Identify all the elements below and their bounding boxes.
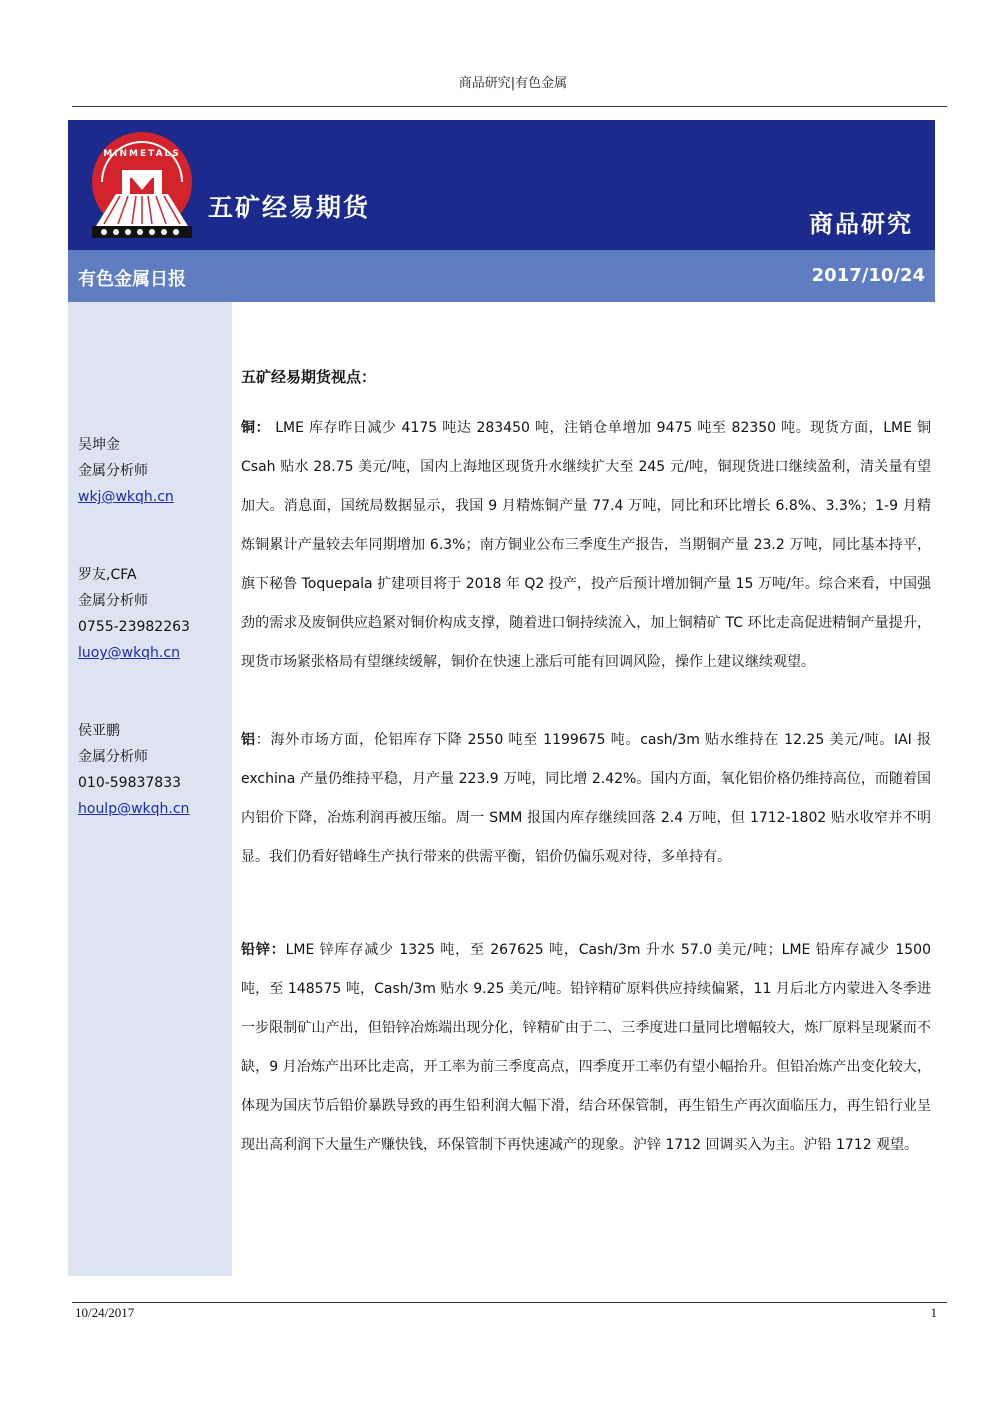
header-divider [72, 106, 947, 107]
analyst-title: 金属分析师 [78, 463, 148, 479]
analyst-card [78, 562, 190, 666]
analyst-title: 金属分析师 [78, 749, 148, 765]
analyst-name: 罗友,CFA [78, 567, 137, 583]
minmetals-logo [90, 130, 200, 240]
analyst-email-link[interactable]: wkj@wkqh.cn [78, 489, 174, 505]
svg-text:MINMETALS: MINMETALS [103, 149, 181, 159]
analyst-name: 吴坤金 [78, 437, 120, 453]
page-number: 1 [930, 1305, 937, 1320]
footer-divider [72, 1302, 947, 1303]
report-date: 2017/10/24 [811, 265, 925, 286]
viewpoint-heading: 五矿经易期货视点： [241, 368, 377, 386]
copper-text: LME 库存昨日减少 4175 吨达 283450 吨，注销仓单增加 9475 吨至 82350 吨。现货方面，LME 铜 Csah 贴水 28.75 美元/吨，国内上海地区现货升水继续扩大至 245 元/吨，铜现货进口继续盈利，清关量有望加大。消息面，国统局数据显示，我国 9 月精炼铜产量 77.4 万吨，同比和环比增长 6.8%、3.3%；1-9 月精炼铜累计产量较去年同期增加 6.3%；南方铜业公布三季度生产报告，当期铜产量 23.2 万吨，同比基本持平，旗下秘鲁 Toquepala 扩建项目将于 2018 年 Q2 投产，投产后预计增加铜产量 15 万吨/年。综合来看，中国强劲的需求及废铜供应趋紧对铜价构成支撑，随着进口铜持续流入，加上铜精矿 TC 环比走高促进精铜产量提升，现货市场紧张格局有望继续缓解，铜价在快速上涨后可能有回调风险，操作上建议继续观望。 [241, 420, 932, 670]
analyst-phone: 010-59837833 [78, 775, 182, 791]
analyst-card [78, 718, 189, 822]
aluminum-lead: 铝 [241, 732, 256, 748]
copper-lead: 铜： [241, 420, 271, 436]
analyst-card [78, 432, 174, 510]
analyst-email-link[interactable]: luoy@wkqh.cn [78, 645, 180, 661]
aluminum-paragraph [241, 721, 931, 877]
leadzinc-text: LME 锌库存减少 1325 吨，至 267625 吨，Cash/3m 升水 57.0 美元/吨；LME 铅库存减少 1500 吨，至 148575 吨，Cash/3m 贴水 9.25 美元/吨。铅锌精矿原料供应持续偏紧，11 月后北方内蒙进入冬季进一步限制矿山产出，但铅锌冶炼端出现分化，锌精矿由于二、三季度进口量同比增幅较大，炼厂原料呈现紧而不缺，9 月冶炼产出环比走高，开工率为前三季度高点，四季度开工率仍有望小幅抬升。但铅冶炼产出变化较大，体现为国庆节后铅价暴跌导致的再生铅利润大幅下滑，结合环保管制，再生铅生产再次面临压力，再生铅行业呈现出高利润下大量生产赚快钱，环保管制下再快速减产的现象。沪锌 1712 回调买入为主。沪铅 1712 观望。 [241, 942, 932, 1153]
footer-date: 10/24/2017 [75, 1305, 135, 1320]
leadzinc-lead: 铅锌： [241, 942, 286, 958]
banner [68, 120, 935, 250]
analyst-title: 金属分析师 [78, 593, 148, 609]
company-name: 五矿经易期货 [208, 193, 371, 222]
aluminum-text: ：海外市场方面，伦铝库存下降 2550 吨至 1199675 吨。cash/3m 贴水维持在 12.25 美元/吨。IAI 报 exchina 产量仍维持平稳，月产量 223.9 万吨，同比增 2.42%。国内方面，氧化铝价格仍维持高位，而随着国内铝价下降，冶炼利润再被压缩。周一 SMM 报国内库存继续回落 2.4 万吨，但 1712-1802 贴水收窄并不明显。我们仍看好错峰生产执行带来的供需平衡，铝价仍偏乐观对待，多单持有。 [241, 732, 932, 865]
main-content [241, 366, 931, 1165]
copper-paragraph [241, 409, 931, 682]
section-title: 商品研究 [809, 210, 913, 238]
analyst-sidebar [68, 302, 232, 1276]
leadzinc-paragraph [241, 931, 931, 1165]
analyst-phone: 0755-23982263 [78, 619, 190, 635]
analyst-email-link[interactable]: houlp@wkqh.cn [78, 801, 190, 817]
analyst-name: 侯亚鹏 [78, 723, 120, 739]
report-title-bar [68, 250, 935, 302]
running-header: 商品研究|有色金属 [458, 76, 568, 91]
report-title: 有色金属日报 [78, 269, 186, 290]
